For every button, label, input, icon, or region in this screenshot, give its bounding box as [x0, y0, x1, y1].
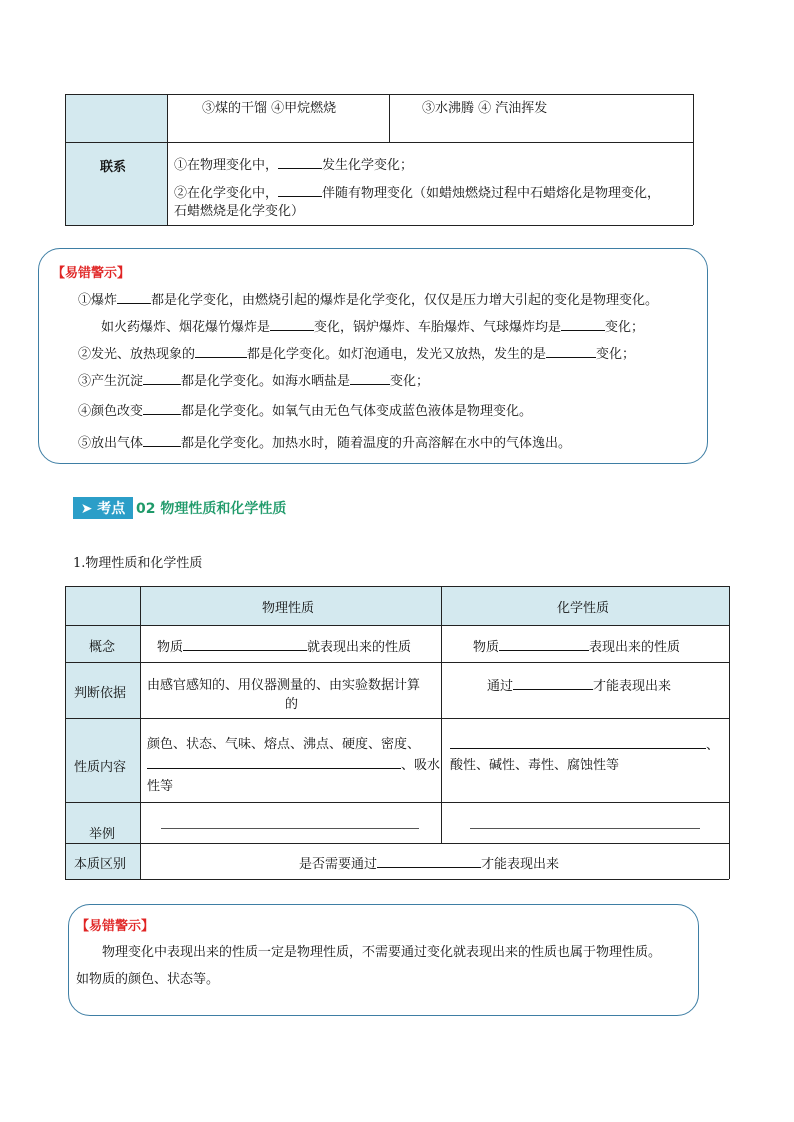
- relation-label: 联系: [100, 160, 127, 175]
- basis-physical-line-2: 的: [285, 697, 299, 712]
- warning-1-line-1: ①爆炸 都是化学变化，由燃烧引起的爆炸是化学变化，仅仅是压力增大引起的变化是物理变化。: [78, 293, 659, 308]
- col-header-physical: 物理性质: [262, 601, 315, 616]
- warning-2-line-2: 如物质的颜色、状态等。: [76, 972, 220, 987]
- row-label-content: 性质内容: [74, 760, 127, 775]
- basis-physical-line-1: 由感官感知的、用仪器测量的、由实验数据计算: [147, 678, 421, 693]
- physical-change-examples: ③水沸腾 ④ 汽油挥发: [422, 101, 548, 116]
- content-physical-line-2: 、吸水: [147, 754, 440, 773]
- concept-physical: 物质 就表现出来的性质: [157, 640, 412, 655]
- row-label-example: 举例: [89, 827, 116, 842]
- section-heading: 02 物理性质和化学性质: [136, 501, 287, 517]
- relation-line-3: 石蜡燃烧是化学变化）: [174, 204, 305, 219]
- example-physical-blank: [161, 828, 419, 829]
- example-chemical-blank: [470, 828, 700, 829]
- row-label-basis: 判断依据: [74, 686, 127, 701]
- chemical-change-examples: ③煤的干馏 ④甲烷燃烧: [202, 101, 337, 116]
- content-physical-line-1: 颜色、状态、气味、熔点、沸点、硬度、密度、: [147, 737, 421, 752]
- header-row: [65, 586, 729, 625]
- warning-box-2: [68, 904, 699, 1016]
- concept-chemical: 物质 表现出来的性质: [473, 640, 681, 655]
- essence-text: 是否需要通过 才能表现出来: [299, 857, 560, 872]
- content-chemical-line-2: 酸性、碱性、毒性、腐蚀性等: [450, 758, 620, 773]
- warning-1-line-2: 如火药爆炸、烟花爆竹爆炸是 变化，锅炉爆炸、车胎爆炸、气球爆炸均是 变化；: [101, 320, 645, 335]
- row-label-essence: 本质区别: [74, 857, 127, 872]
- warning-1-line-4: ③产生沉淀 都是化学变化。如海水晒盐是 变化；: [78, 374, 430, 389]
- warning-1-title: 【易错警示】: [52, 266, 131, 281]
- warning-2-line-1: 物理变化中表现出来的性质一定是物理性质，不需要通过变化就表现出来的性质也属于物理性质。: [102, 945, 662, 960]
- relation-line-1: ①在物理变化中， 发生化学变化；: [174, 158, 414, 173]
- relation-line-2: ②在化学变化中， 伴随有物理变化（如蜡烛燃烧过程中石蜡熔化是物理变化，: [174, 186, 661, 201]
- kaodian-tag: ➤ 考点: [73, 497, 133, 519]
- row-label-concept: 概念: [89, 640, 116, 655]
- top-table-label-cell-2: [65, 142, 167, 225]
- warning-1-line-3: ②发光、放热现象的 都是化学变化。如灯泡通电，发光又放热，发生的是 变化；: [78, 347, 636, 362]
- warning-1-line-6: ⑤放出气体 都是化学变化。加热水时，随着温度的升高溶解在水中的气体逸出。: [78, 436, 572, 451]
- content-chemical-line-1: 、: [450, 734, 719, 753]
- warning-1-line-5: ④颜色改变 都是化学变化。如氧气由无色气体变成蓝色液体是物理变化。: [78, 404, 533, 419]
- col-header-chemical: 化学性质: [557, 601, 610, 616]
- content-physical-line-3: 性等: [147, 779, 174, 794]
- warning-2-title: 【易错警示】: [76, 919, 155, 934]
- label-column: [65, 625, 140, 843]
- basis-chemical: 通过 才能表现出来: [487, 679, 672, 694]
- top-table-label-cell-1: [65, 94, 167, 142]
- section-subheading: 1.物理性质和化学性质: [73, 556, 203, 571]
